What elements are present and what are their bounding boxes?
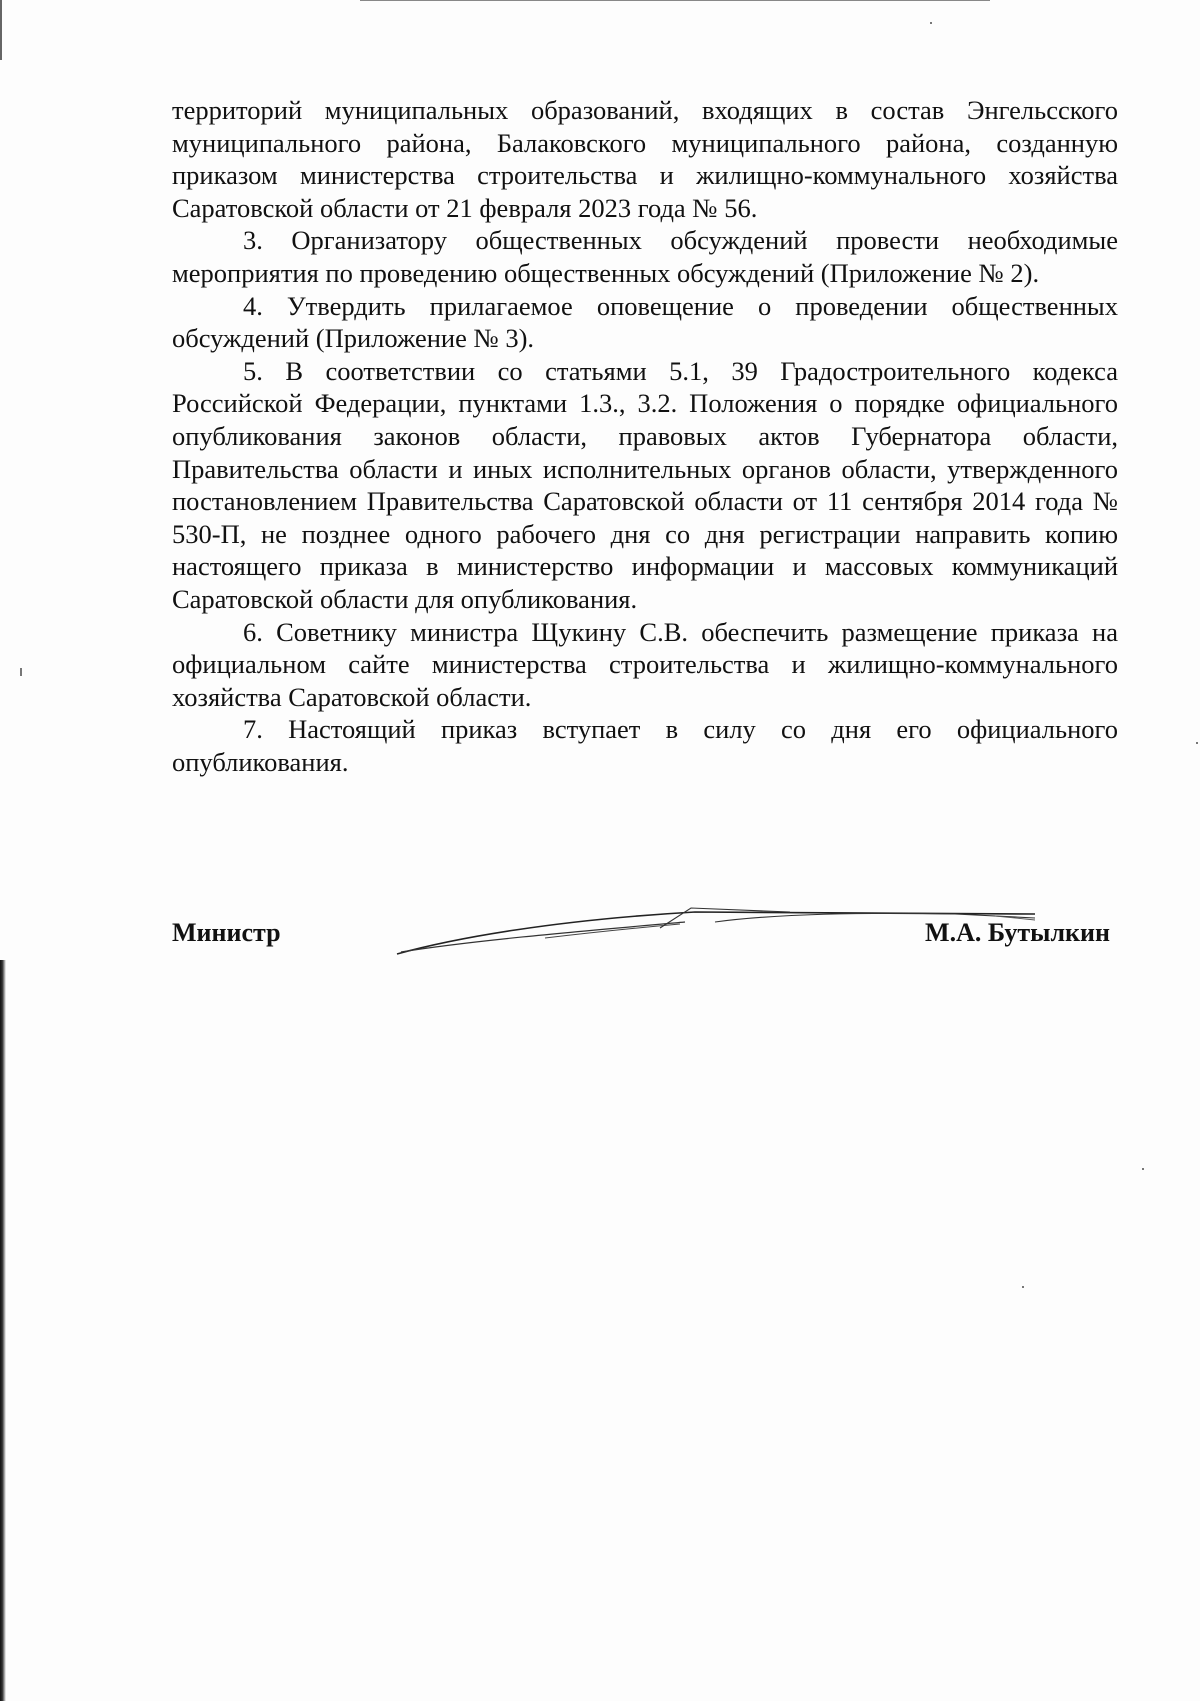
paragraph-item-3: 3. Организатору общественных обсуждений провести необходимые мероприятия по проведению общественных обсуждений (Приложение № 2). [172,225,1118,288]
scan-speck [1196,742,1198,744]
scan-left-edge-shadow [0,960,6,1701]
scan-speck [1142,1168,1144,1170]
scan-edge-artifact [0,0,2,60]
paragraph-item-4: 4. Утвердить прилагаемое оповещение о проведении общественных обсуждений (Приложение № 3). [172,290,1118,354]
paragraph-item-6: 6. Советнику министра Щукину С.В. обеспечить размещение приказа на официальном сайте министерства строительства и жилищно-коммунального хозяйства Саратовской области. [172,616,1118,712]
paragraph-continuation: территорий муниципальных образований, входящих в состав Энгельсского муниципального района, Балаковского муниципального района, созданную приказом министерства строительства и жилищно-коммунального хозяйства Саратовской области от 21 февраля 2023 года № 56. [172,95,1118,223]
document-body [172,94,1118,778]
paragraph-item-7: 7. Настоящий приказ вступает в силу со дня его официального опубликования. [172,714,1118,777]
signatory-name: М.А. Бутылкин [925,918,1110,947]
scan-speck [1022,1286,1024,1288]
scan-speck [930,22,932,24]
signature-block [172,918,1112,958]
scan-top-line-artifact [360,0,990,1]
signatory-title: Министр [172,918,281,947]
paragraph-item-5: 5. В соответствии со статьями 5.1, 39 Градостроительного кодекса Российской Федерации, пунктами 1.3., 3.2. Положения о порядке официального опубликования законов области, правовых актов Губернатора области, Правительства области и иных исполнительных органов области, утвержденного постановлением Правительства Саратовской области от 11 сентября 2014 года № 530-П, не позднее одного рабочего дня со дня регистрации направить копию настоящего приказа в министерство информации и массовых коммуникаций Саратовской области для опубликования. [172,355,1118,614]
scan-speck [20,668,22,676]
